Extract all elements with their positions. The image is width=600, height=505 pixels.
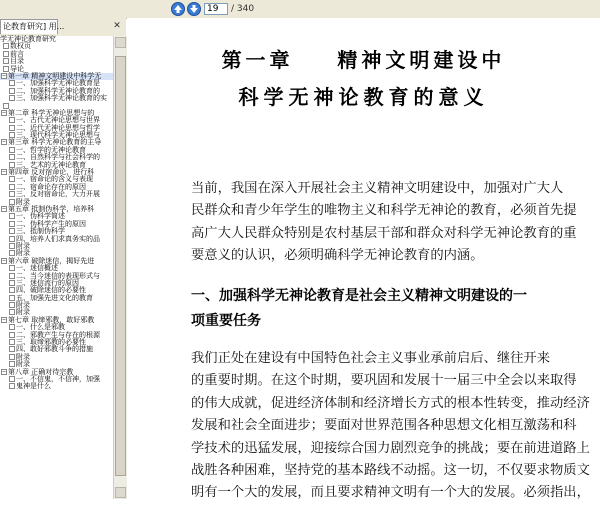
text-line: 的重要时期。在这个时期，要巩固和发展十一届三中全会以来取得	[191, 373, 577, 389]
expand-toggle-icon[interactable]: −	[2, 205, 7, 212]
bookmark-item-label: 二、自然科学与社会科学的	[16, 153, 100, 162]
bookmark-leaf-icon	[9, 280, 15, 286]
bookmark-item-label: 第五章 抵制伪科学，培养科	[8, 204, 95, 213]
expand-toggle-icon[interactable]: −	[2, 257, 7, 264]
bookmark-leaf-icon	[3, 58, 9, 64]
page-number-input[interactable]: 19	[204, 3, 228, 15]
bookmark-item-label: 三、加强科学无神论教育的实	[16, 94, 107, 103]
panel-tab-strip	[0, 18, 126, 36]
bookmark-item-label: 前言	[10, 49, 24, 58]
bookmark-item-label: 三、反对宿命论，大力开展	[16, 190, 100, 199]
next-page-button[interactable]	[187, 2, 201, 16]
text-line: 我们正处在建设有中国特色社会主义事业承前启后、继往开来	[191, 351, 551, 366]
bookmark-item-label: 三、抵制伪科学	[16, 227, 65, 236]
bookmark-item-label: 学无神论教育研究	[0, 35, 56, 43]
bookmark-item-label: 二、伪科学产生的原因	[16, 219, 86, 228]
bookmark-item-label: 目录	[10, 57, 24, 66]
bookmark-item-label: 一、哲学的无神论教育	[16, 145, 86, 154]
bookmark-item-label: 二、邪教产生与存在的根源	[16, 330, 100, 339]
expand-toggle-icon[interactable]: −	[2, 316, 7, 323]
bookmark-leaf-icon	[9, 376, 15, 382]
arrow-up-icon	[171, 2, 185, 16]
bookmark-item-label: 三、取缔邪教的必要性	[16, 338, 86, 347]
bookmark-item-label: 一、不信鬼，不信神，加强	[16, 374, 100, 383]
bookmark-leaf-icon	[9, 221, 15, 227]
bookmark-item-label: 附录	[16, 360, 30, 369]
bookmark-leaf-icon	[9, 184, 15, 190]
bookmark-item-label: 一、迷信概述	[16, 264, 58, 273]
bookmark-item-label: 附录	[16, 241, 30, 250]
bookmark-leaf-icon	[9, 361, 15, 367]
toolbar	[0, 0, 600, 19]
bookmark-leaf-icon	[9, 302, 15, 308]
bookmark-item-label: 五、加强先进文化的教育	[16, 293, 93, 302]
bookmark-item-label: 二、宿命论存在的原因	[16, 182, 86, 191]
document-page	[127, 18, 600, 499]
bookmark-item-label: 三、现代科学无神论思想与	[16, 131, 100, 140]
bookmark-item-label: 数权页	[10, 42, 31, 51]
document-tab[interactable]: 论教育研究] 用...	[0, 19, 58, 34]
bookmark-item-label: 附录	[16, 197, 30, 206]
text-line: 战胜各种困难，坚持党的基本路线不动摇。这一切，不仅要求物质文	[191, 462, 590, 478]
bookmark-leaf-icon	[9, 243, 15, 249]
bookmark-item-label: 第六章 破除迷信，揭好先进	[8, 256, 95, 265]
bookmark-item-label: 一、加强科学无神论教育是	[16, 79, 100, 88]
bookmark-item-label: 鬼神是什么	[16, 382, 51, 391]
bookmark-item-label: 二、当今迷信的表现形式与	[16, 271, 100, 280]
bookmark-leaf-icon	[9, 154, 15, 160]
bookmark-item-label: 第七章 取缔邪教，敢好邪教	[8, 315, 95, 324]
text-line: 一、加强科学无神论教育是社会主义精神文明建设的一	[191, 288, 527, 304]
text-line: 的伟大成就，促进经济体制和经济增长方式的根本性转变，推动经济	[191, 395, 590, 411]
text-line: 高广大人民群众特别是农村基层干部和群众对科学无神论教育的重	[191, 225, 577, 241]
bookmark-item-label: 一、什么是邪教	[16, 323, 65, 332]
bookmark-leaf-icon	[9, 147, 15, 153]
scroll-down-arrow-icon[interactable]	[115, 487, 126, 498]
bookmark-leaf-icon	[9, 346, 15, 352]
bookmark-leaf-icon	[9, 80, 15, 86]
bookmark-item[interactable]	[0, 95, 113, 102]
bookmark-item-label: 三、艺术的无神论教育	[16, 160, 86, 169]
bookmark-item-label: 第二章 科学无神论思想与的	[8, 108, 95, 117]
bookmark-item-label: 二、加强科学无神论教育的	[16, 86, 100, 95]
text-line: 项重要任务	[191, 313, 261, 329]
bookmark-leaf-icon	[9, 88, 15, 94]
bookmark-leaf-icon	[3, 66, 9, 72]
bookmark-item-label: 二、近代无神论思想与哲学	[16, 123, 100, 132]
bookmark-leaf-icon	[9, 250, 15, 256]
bookmark-panel-scrollbar[interactable]	[113, 36, 127, 499]
bookmark-leaf-icon	[9, 162, 15, 168]
bookmark-item-label: 附录	[16, 352, 30, 361]
bookmark-item-label: 四、敢好邪教斗争的措施	[16, 345, 93, 354]
bookmark-item-label: 三、迷信流行的原因	[16, 278, 79, 287]
bookmark-item-label: 一、伪科学简述	[16, 212, 65, 221]
bookmark-leaf-icon	[9, 176, 15, 182]
page-total-label: / 340	[231, 4, 255, 14]
bookmark-leaf-icon	[9, 199, 15, 205]
bookmark-leaf-icon	[9, 125, 15, 131]
previous-page-button[interactable]	[171, 2, 185, 16]
bookmark-leaf-icon	[9, 354, 15, 360]
chapter-title-line-2: 科学无神论教育的意义	[238, 85, 489, 109]
bookmark-item-label: 第四章 反对宿命论，进行科	[8, 168, 95, 177]
text-line: 发展和社会全面进步；要面对世界范围各种思想文化相互激荡和科	[191, 418, 577, 434]
bookmark-leaf-icon	[9, 236, 15, 242]
bookmark-leaf-icon	[9, 383, 15, 389]
bookmark-item-label: 导论	[10, 64, 24, 73]
bookmark-item[interactable]	[0, 383, 113, 390]
scroll-up-arrow-icon[interactable]	[115, 37, 126, 48]
scroll-thumb[interactable]	[115, 56, 126, 476]
bookmark-leaf-icon	[9, 287, 15, 293]
text-line: 明有一个大的发展，而且要求精神文明有一个大的发展。必须指出，	[191, 485, 590, 501]
paragraph-body	[191, 348, 595, 505]
close-icon[interactable]: ✕	[113, 21, 121, 31]
bookmark-leaf-icon	[9, 273, 15, 279]
paragraph-intro	[191, 178, 595, 268]
bookmark-item-label: 四、培养人们求真务实的品	[16, 234, 100, 243]
bookmark-leaf-icon	[9, 95, 15, 101]
bookmark-leaf-icon	[9, 191, 15, 197]
chapter-title-line-1: 第一章 精神文明建设中	[221, 48, 506, 72]
bookmark-leaf-icon	[9, 265, 15, 271]
bookmark-leaf-icon	[9, 117, 15, 123]
text-line: 要意义的认识，必须明确科学无神论教育的内涵。	[191, 248, 484, 264]
bookmark-item-label: 一、古代无神论思想与世界	[16, 116, 100, 125]
bookmark-item-label: 一、宿命论的含义与表现	[16, 175, 93, 184]
bookmark-item-label: 第八章 正确对待宗教	[8, 367, 74, 376]
bookmark-leaf-icon	[9, 213, 15, 219]
expand-toggle-icon[interactable]: −	[2, 109, 7, 116]
bookmark-item-label: 第三章 科学无神论教育的主导	[8, 138, 102, 147]
bookmark-item-label: 附录	[16, 308, 30, 317]
expand-toggle-icon[interactable]: −	[2, 139, 7, 146]
expand-toggle-icon[interactable]: −	[2, 368, 7, 375]
bookmark-item-label: 第一章 精神文明建设中科学无	[8, 71, 102, 80]
bookmark-leaf-icon	[9, 309, 15, 315]
text-line: 当前，我国在深入开展社会主义精神文明建设中，加强对广大人	[191, 181, 564, 196]
bookmark-leaf-icon	[9, 228, 15, 234]
bookmark-panel	[0, 36, 114, 499]
bookmark-leaf-icon	[3, 51, 9, 57]
bookmark-item-label: 四、破除迷信的必要性	[16, 286, 86, 295]
expand-toggle-icon[interactable]: −	[2, 169, 7, 176]
expand-toggle-icon[interactable]: −	[2, 72, 7, 79]
bookmark-leaf-icon	[9, 295, 15, 301]
arrow-down-icon	[187, 2, 201, 16]
bookmark-leaf-icon	[9, 339, 15, 345]
bookmark-leaf-icon	[3, 43, 9, 49]
section-heading	[191, 284, 595, 334]
bookmark-item-label: 附录	[16, 301, 30, 310]
bookmark-leaf-icon	[9, 324, 15, 330]
bookmark-leaf-icon	[9, 332, 15, 338]
text-line: 民群众和青少年学生的唯物主义和科学无神论的教育，必须首先提	[191, 203, 577, 219]
bookmark-leaf-icon	[3, 103, 9, 109]
bookmark-item-label: 附录	[16, 249, 30, 258]
text-line: 学技术的迅猛发展，迎接综合国力剧烈竞争的挑战；要在前进道路上	[191, 440, 590, 456]
